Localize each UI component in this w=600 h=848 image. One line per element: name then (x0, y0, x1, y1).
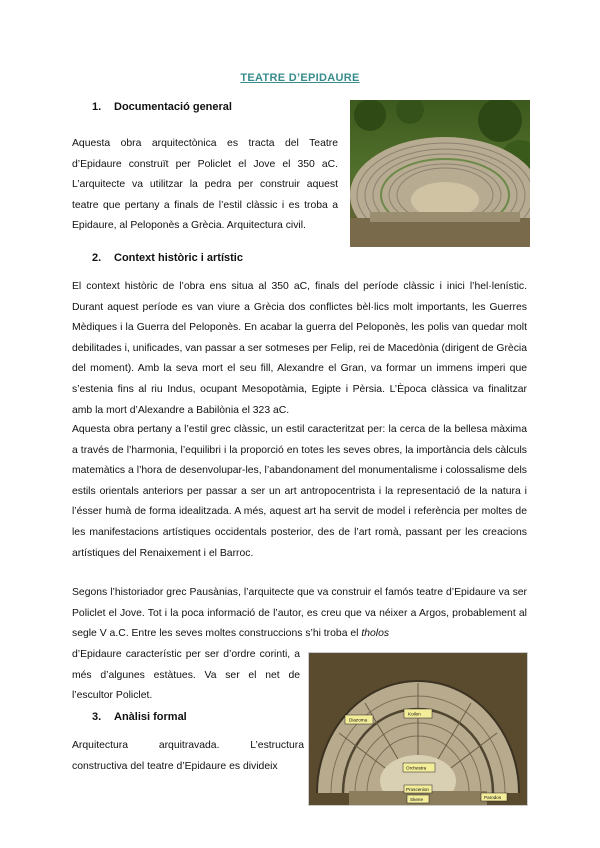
diagram-label-diazoma: Diazoma (349, 717, 368, 723)
document-title: TEATRE D’EPIDAURE (240, 72, 360, 84)
paragraph-analisi-formal: Arquitectura arquitravada. L’estructura constructiva del teatre d’Epidaure es divideix (72, 740, 304, 772)
paragraph-context-historic: El context històric de l’obra ens situa al 350 aC, finals del període clàssic i inici l’hel·lenístic. Durant aquest període es van viure a Grècia dos conflictes bèl·lics molt importants, les Guerres Mèdiques i la Guerra del Peloponès. En acabar la guerra del Peloponès, les polis van quedar molt debilitades i, unificades, van passar a ser sotmeses per Felip, rei de Macedònia (dirigent de Grècia del moment). Amb la seva mort el seu fill, Alexandre el Gran, va formar un immens imperi que s’estenia fins al riu Indus, ocupant Mesopotàmia, Egipte i Pèrsia. L’Època clàssica va finalitzar amb la mort d’Alexandre a Babilònia el 323 aC. (72, 281, 527, 416)
diagram-label-proscenion: Proscenion (406, 787, 429, 792)
paragraph-estil-classic: Aquesta obra pertany a l’estil grec clàssic, un estil caracteritzat per: la cerca de la bellesa màxima a través de l’harmonia, l’equilibri i la proporció en totes les seves obres, la importància dels càlculs matemàtics a l’hora de desenvolupar-les, l’abandonament del monumentalisme i colossalisme dels estils orientals anteriors per passar a ser un art antropocentrista i la representació de la natura i l’ésser humà de forma idealitzada. A més, aquest art ha servit de model i referència per moltes de les manifestacions artístiques occidentals posterior, des de l’art romà, passant per les creacions artístiques del Renaixement i el Barroc. (72, 424, 527, 559)
paragraph-pausanias-continued: d’Epidaure característic per ser d’ordre corinti, a més d’algunes estàtues. Va ser el net de l’escultor Policlet. (72, 649, 300, 702)
diagram-label-skene: Skene (410, 797, 424, 802)
theatre-plan-image (309, 653, 527, 805)
section-heading-2: 2. Context històric i artístic (92, 252, 243, 264)
diagram-label-parodos: Parodos (484, 795, 502, 800)
diagram-label-orchestra: Orchestra (406, 765, 427, 771)
section-heading-3: 3. Anàlisi formal (92, 711, 187, 723)
tholos-term: tholos (361, 628, 390, 640)
section-heading-1: 1. Documentació general (92, 101, 232, 113)
paragraph-pausanias: Segons l’historiador grec Pausànias, l’arquitecte que va construir el famós teatre d’Epidaure va ser Policlet el Jove. Tot i la poca informació de l’autor, es creu que va néixer a Argos, probablement al segle V a.C. Entre les seves moltes construccions s’hi troba el tholos (72, 587, 527, 640)
paragraph-documentacio: Aquesta obra arquitectònica es tracta del Teatre d’Epidaure construït per Policlet el Jove el 350 aC. L’arquitecte va utilitzar la pedra per construir aquest teatre que pertany a finals de l’estil clàssic i es troba a Epidaure, al Peloponès a Grècia. Arquitectura civil. (72, 138, 338, 232)
theatre-plan-diagram (308, 652, 528, 806)
theatre-photo-image (350, 100, 530, 247)
diagram-label-koilon: Koilon (408, 711, 421, 717)
theatre-photo (350, 100, 530, 247)
